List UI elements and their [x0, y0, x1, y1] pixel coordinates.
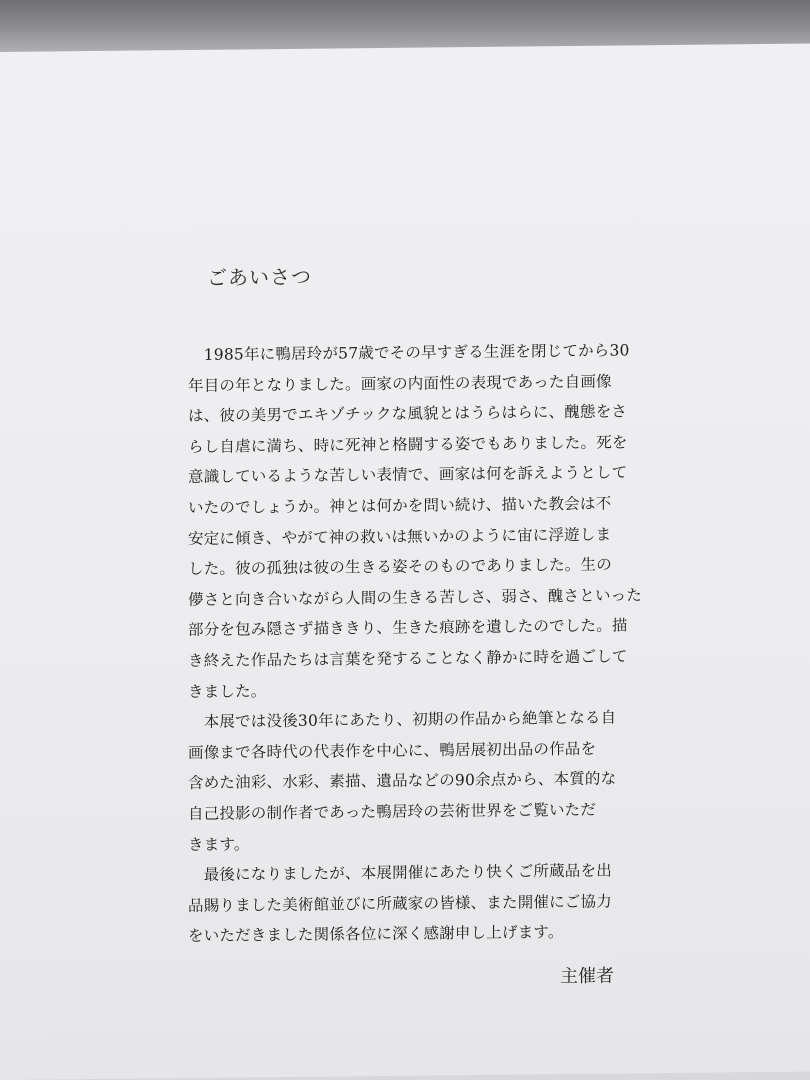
text-line: 自己投影の制作者であった鴨居玲の芸術世界をご覧いただ — [188, 800, 597, 823]
text-line: した。彼の孤独は彼の生きる姿そのものでありました。生の — [188, 555, 612, 579]
text-line: 画像まで各時代の代表作を中心に、鴨居展初出品の作品を — [188, 739, 597, 762]
text-line: 含めた油彩、水彩、素描、遺品などの90余点から、本質的な — [188, 769, 617, 793]
document-page — [0, 44, 810, 1080]
text-line: 本展では没後30年にあたり、初期の作品から絶筆となる自 — [188, 708, 617, 732]
text-line: きました。 — [188, 681, 267, 701]
text-line: 部分を包み隠さず描ききり、生きた痕跡を遺したのでした。描 — [188, 616, 628, 640]
text-line: きます。 — [188, 834, 250, 854]
text-line: は、彼の美男でエキゾチックな風貌とはうらはらに、醜態をさ — [188, 402, 628, 426]
text-line: 品賜りました美術館並びに所蔵家の皆様、また開催にご協力 — [188, 892, 612, 915]
text-line: 最後になりましたが、本展開催にあたり快くご所蔵品を出 — [188, 861, 612, 885]
page-heading: ごあいさつ — [207, 264, 312, 290]
text-line: 安定に傾き、やがて神の救いは無いかのように宙に浮遊しま — [188, 525, 612, 548]
signature: 主催者 — [560, 965, 614, 988]
greeting-body — [188, 336, 643, 952]
text-line: 儚さと向き合いながら人間の生きる苦しさ、弱さ、醜さといった — [188, 586, 643, 609]
text-line: 意識しているような苦しい表情で、画家は何を訴えようとして — [188, 463, 628, 487]
text-line: 年目の年となりました。画家の内面性の表現であった自画像 — [188, 372, 612, 395]
text-line: をいただきました関係各位に深く感謝申し上げます。 — [188, 923, 564, 946]
text-line: き終えた作品たちは言葉を発することなく静かに時を過ごして — [188, 647, 628, 670]
text-line: 1985年に鴨居玲が57歳でその早すぎる生涯を閉じてから30 — [188, 341, 630, 365]
text-line: いたのでしょうか。神とは何かを問い続け、描いた教会は不 — [188, 494, 612, 517]
text-line: らし自虐に満ち、時に死神と格闘する姿でもありました。死を — [188, 433, 628, 456]
